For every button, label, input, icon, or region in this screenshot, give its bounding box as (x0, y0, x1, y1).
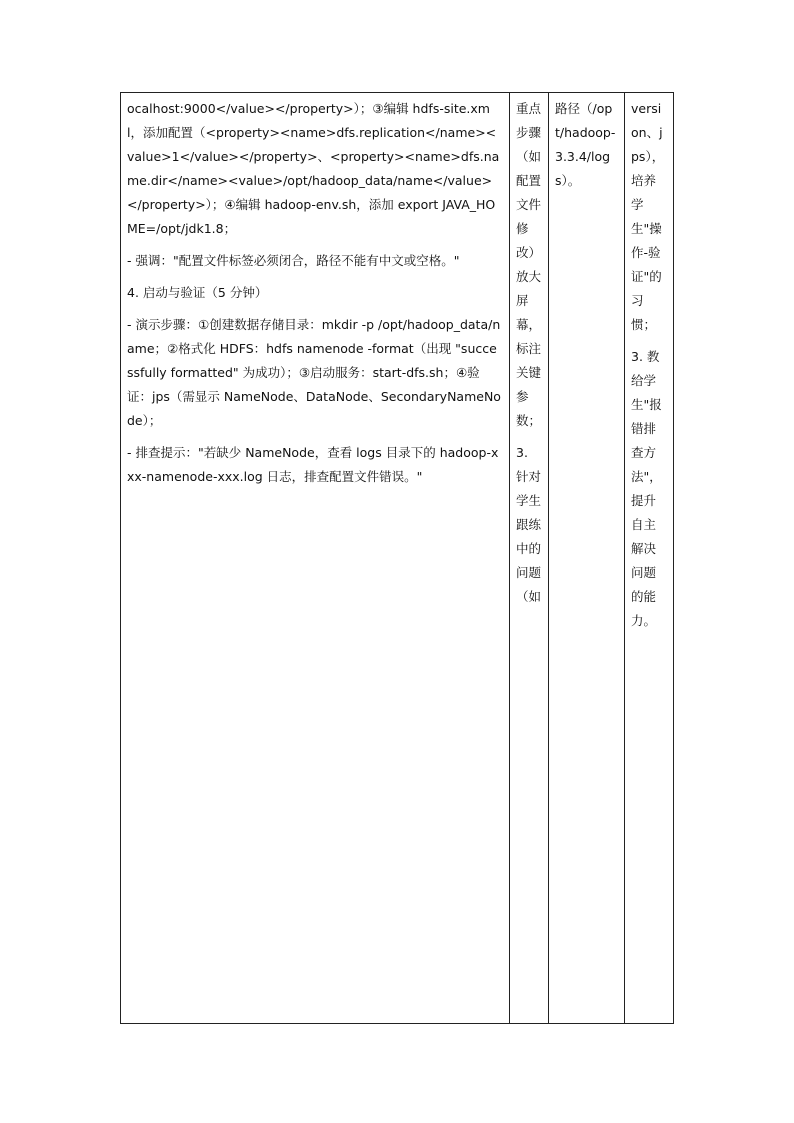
teaching-content-cell (121, 93, 510, 1024)
design-intent-cell (625, 93, 674, 1024)
emphasis-text: - 强调："配置文件标签必须闭合，路径不能有中文或空格。" (127, 253, 460, 268)
student-activity-text: 路径（/opt/hadoop-3.3.4/logs）。 (555, 101, 616, 188)
design-intent-text: 3. 教给学生"报错排查方法"，提升自主解决问题的能力。 (631, 349, 662, 628)
lesson-plan-table (120, 92, 674, 1024)
troubleshoot-tip-text: - 排查提示："若缺少 NameNode，查看 logs 目录下的 hadoop-xxx-namenode-xxx.log 日志，排查配置文件错误。" (127, 445, 499, 484)
section-heading: 4. 启动与验证（5 分钟） (127, 285, 268, 300)
config-steps-text: ocalhost:9000</value></property>）；③编辑 hdfs-site.xml，添加配置（<property><name>dfs.replication</name><value>1</value></property>、<property><name>dfs.name.dir</name><value>/opt/hadoop_data/name</value></property>）；④编辑 hadoop-env.sh，添加 export JAVA_HOME=/opt/jdk1.8； (127, 101, 500, 236)
demo-steps-text: - 演示步骤：①创建数据存储目录：mkdir -p /opt/hadoop_data/name；②格式化 HDFS：hdfs namenode -format（出现 "successfully formatted" 为成功）；③启动服务：start-dfs.sh；④验证：jps（需显示 NameNode、DataNode、SecondaryNameNode）； (127, 317, 501, 428)
design-intent-text: version、jps），培养学生"操作-验证"的习惯； (631, 101, 665, 332)
table-row (121, 93, 674, 1024)
teacher-activity-text: 3. 针对学生跟练中的问题（如 (516, 445, 542, 604)
student-activity-cell (549, 93, 625, 1024)
teacher-activity-text: 重点步骤（如配置文件修改）放大屏幕，标注关键参数； (516, 101, 542, 428)
teacher-activity-cell (510, 93, 549, 1024)
